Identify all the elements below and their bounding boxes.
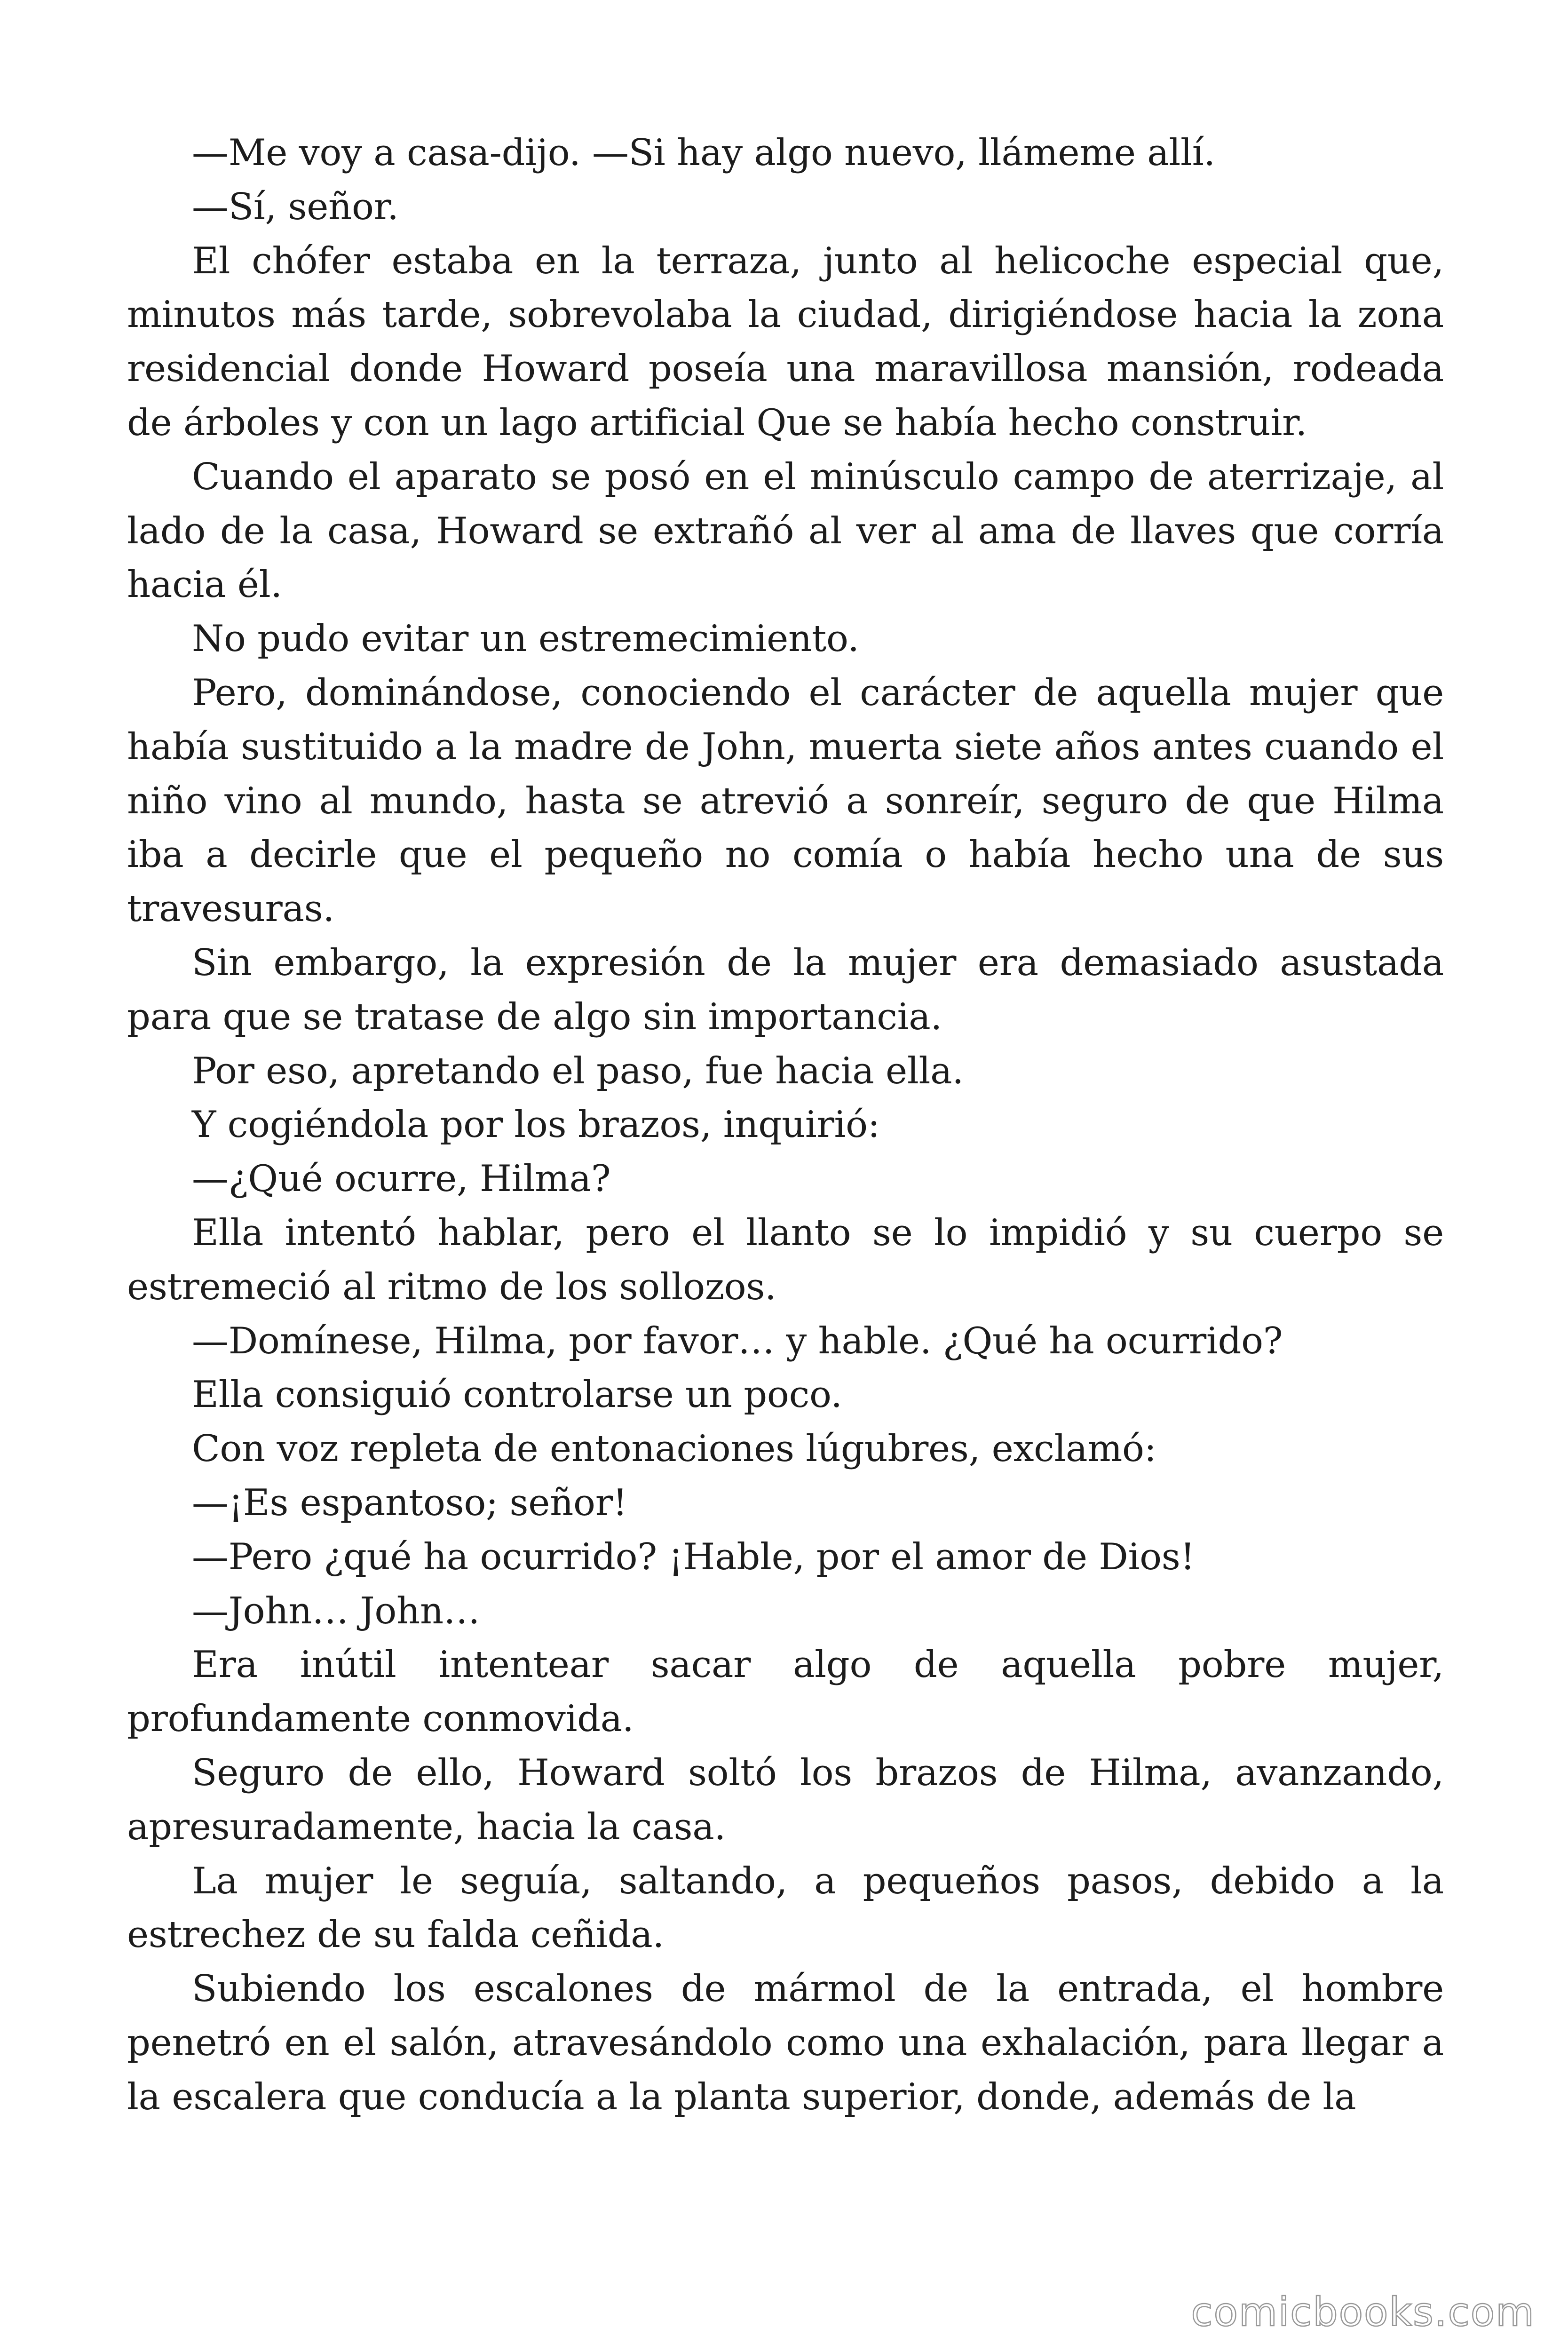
paragraph: —Domínese, Hilma, por favor… y hable. ¿Qué ha ocurrido? — [192, 1319, 1283, 1362]
paragraph: Y cogiéndola por los brazos, inquirió: — [192, 1104, 880, 1146]
book-page-text — [127, 126, 1444, 2124]
paragraph: Subiendo los escalones de mármol de la entrada, el hombre penetró en el salón, atravesándolo como una exhalación, para llegar a la escalera que conducía a la planta superior, donde, además de la — [127, 1968, 1444, 2118]
paragraph: —¿Qué ocurre, Hilma? — [192, 1158, 611, 1200]
paragraph: —Sí, señor. — [192, 185, 399, 228]
paragraph: Era inútil intentear sacar algo de aquella pobre mujer, profundamente conmovida. — [127, 1644, 1444, 1740]
paragraph: Ella intentó hablar, pero el llanto se lo impidió y su cuerpo se estremeció al ritmo de los sollozos. — [127, 1211, 1444, 1308]
paragraph: La mujer le seguía, saltando, a pequeños pasos, debido a la estrechez de su falda ceñida. — [127, 1859, 1444, 1956]
paragraph: No pudo evitar un estremecimiento. — [192, 618, 859, 660]
paragraph: Sin embargo, la expresión de la mujer era demasiado asustada para que se tratase de algo sin importancia. — [127, 941, 1444, 1038]
paragraph: —Pero ¿qué ha ocurrido? ¡Hable, por el amor de Dios! — [192, 1535, 1195, 1578]
paragraph: Cuando el aparato se posó en el minúsculo campo de aterrizaje, al lado de la casa, Howard se extrañó al ver al ama de llaves que corría hacia él. — [127, 455, 1444, 606]
paragraph: Ella consiguió controlarse un poco. — [192, 1374, 842, 1416]
paragraph: —Me voy a casa-dijo. —Si hay algo nuevo, llámeme allí. — [192, 132, 1215, 174]
paragraph: El chófer estaba en la terraza, junto al helicoche especial que, minutos más tarde, sobrevolaba la ciudad, dirigiéndose hacia la zona residencial donde Howard poseía una maravillosa mansión, rodeada de árboles y con un lago artificial Que se había hecho construir. — [127, 239, 1444, 444]
paragraph: Con voz repleta de entonaciones lúgubres, exclamó: — [192, 1428, 1156, 1470]
paragraph: Pero, dominándose, conociendo el carácter de aquella mujer que había sustituido a la madre de John, muerta siete años antes cuando el niño vino al mundo, hasta se atrevió a sonreír, seguro de que Hilma iba a decirle que el pequeño no comía o había hecho una de sus travesuras. — [127, 671, 1444, 930]
paragraph: —¡Es espantoso; señor! — [192, 1481, 627, 1524]
paragraph: Seguro de ello, Howard soltó los brazos de Hilma, avanzando, apresuradamente, hacia la casa. — [127, 1751, 1444, 1848]
watermark-logo: comicbooks.com — [1191, 2289, 1535, 2335]
paragraph: Por eso, apretando el paso, fue hacia ella. — [192, 1049, 964, 1092]
paragraph: —John… John… — [192, 1589, 480, 1632]
